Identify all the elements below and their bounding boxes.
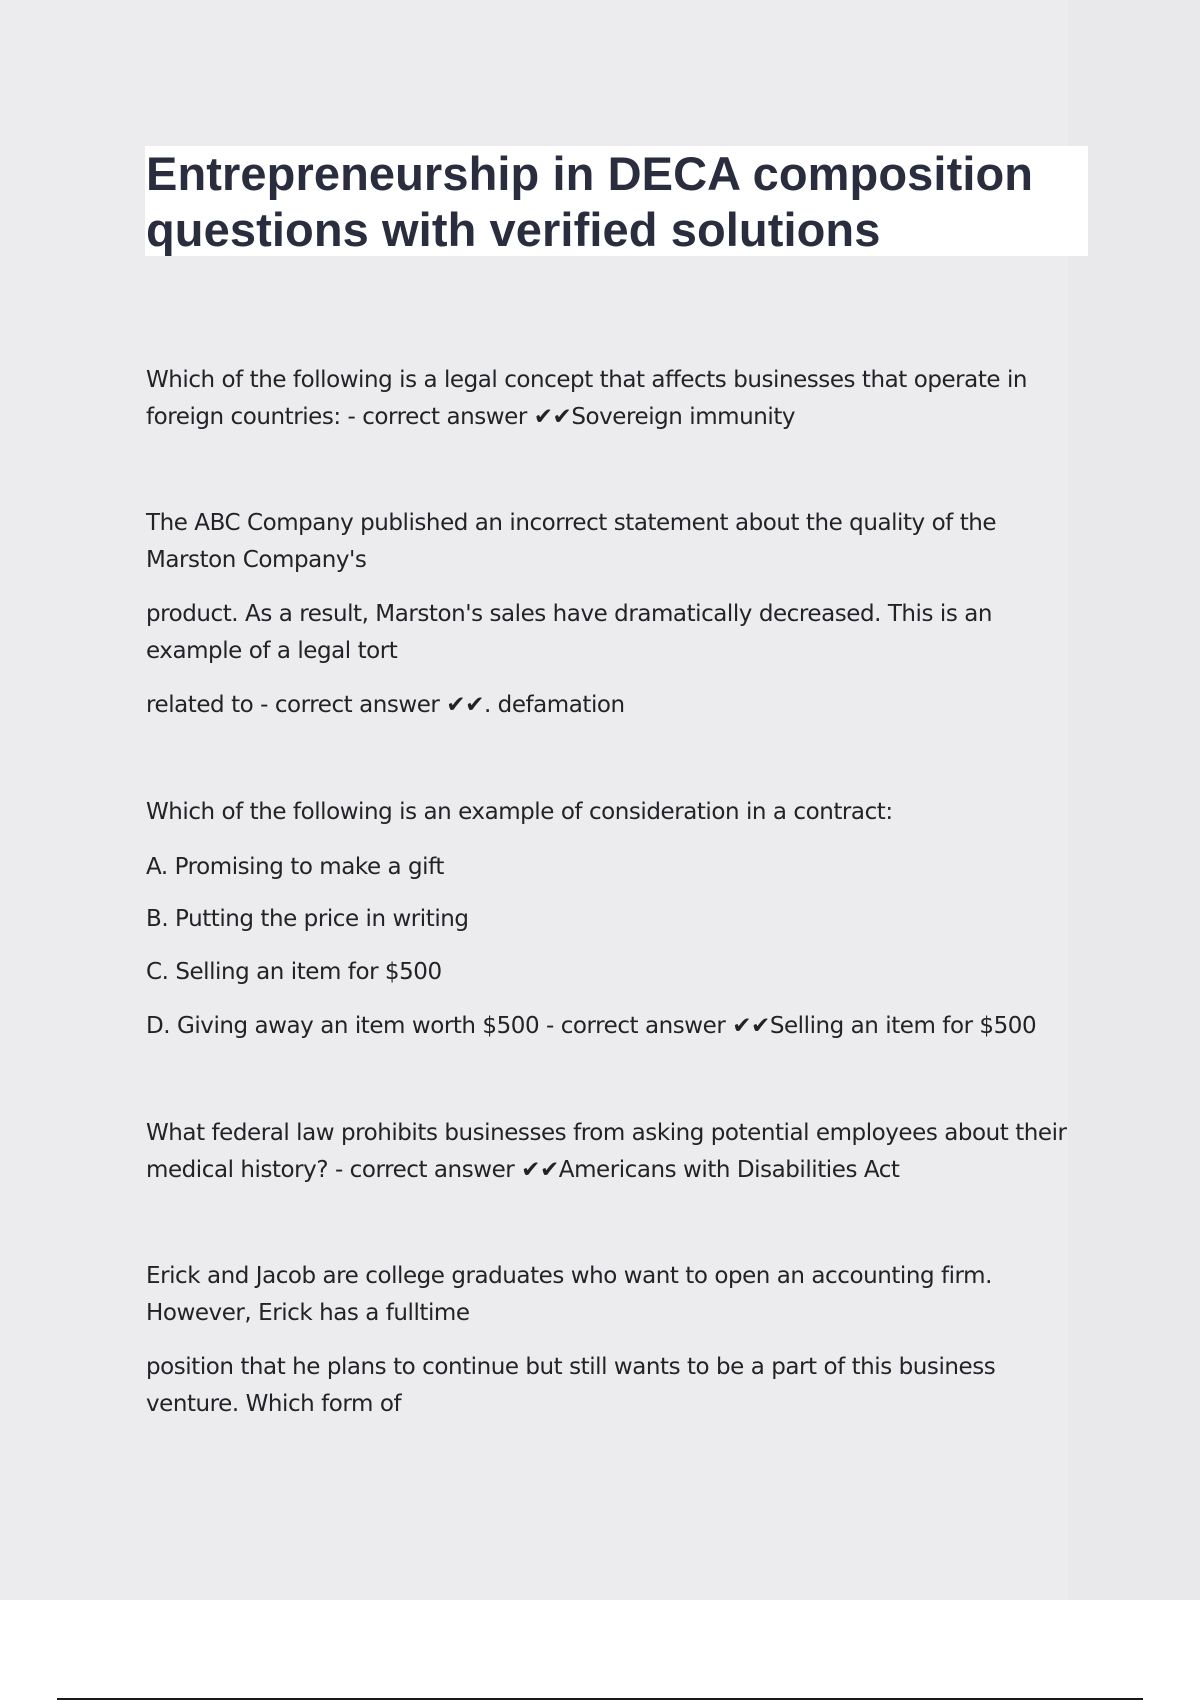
paragraph-consideration-question: Which of the following is an example of consideration in a contract: [146,799,893,825]
paragraph-abc-company-1: The ABC Company published an incorrect statement about the quality of the Marston Company's [146,510,997,573]
paragraph-erick-jacob-2: position that he plans to continue but still wants to be a part of this business venture. Which form of [146,1354,996,1417]
paragraph-option-c: C. Selling an item for $500 [146,959,442,985]
paragraph-abc-company-3: related to - correct answer ✔✔. defamation [146,692,625,718]
paragraph-option-d: D. Giving away an item worth $500 - correct answer ✔✔Selling an item for $500 [146,1013,1037,1039]
paragraph-sovereign-immunity: Which of the following is a legal concept that affects businesses that operate in foreign countries: - correct answer ✔✔Sovereign immunity [146,367,1028,430]
document-title: Entrepreneurship in DECA composition questions with verified solutions [146,147,1034,256]
paragraph-erick-jacob-1: Erick and Jacob are college graduates who want to open an accounting firm. However, Erick has a fulltime [146,1263,992,1326]
paragraph-abc-company-2: product. As a result, Marston's sales have dramatically decreased. This is an example of a legal tort [146,601,992,664]
paragraph-option-a: A. Promising to make a gift [146,854,444,880]
paragraph-option-b: B. Putting the price in writing [146,906,469,932]
paragraph-federal-law: What federal law prohibits businesses from asking potential employees about their medical history? - correct answer ✔✔Americans with Disabilities Act [146,1120,1067,1183]
